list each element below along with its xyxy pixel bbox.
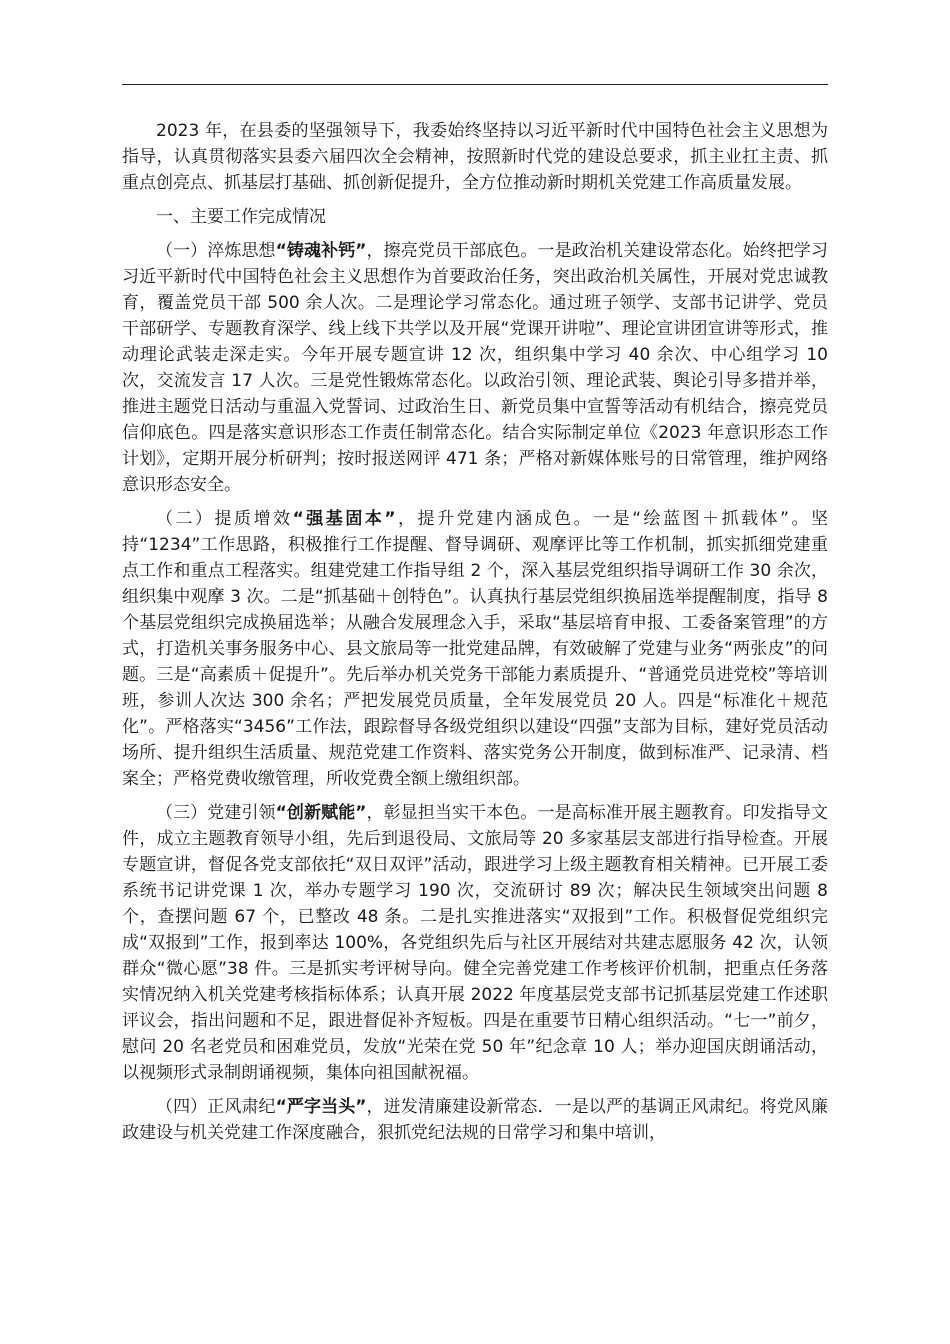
item-body: ，迸发清廉建设新常态．一是以严的基调正风肃纪。将党风廉政建设与机关党建工作深度融合，狠抓党纪法规的日常学习和集中培训， xyxy=(122,1097,828,1143)
item-emphasis: “严字当头” xyxy=(275,1097,367,1117)
item-prefix: （三）党建引领 xyxy=(156,803,276,823)
item-prefix: （二）提质增效 xyxy=(156,509,293,529)
item-prefix: （四）正风肃纪 xyxy=(156,1097,276,1117)
item-body: ，彰显担当实干本色。一是高标准开展主题教育。印发指导文件，成立主题教育领导小组，先后到退役局、文旅局等 20 多家基层支部进行指导检查。开展专题宣讲，督促各党支部依托“双日双评”活动，跟进学习上级主题教育相关精神。已开展工委系统书记讲党课 1 次，举办专题学习 190 次，交流研讨 89 次；解决民生领域突出问题 8 个，查摆问题 67 个，已整改 48 条。二是扎实推进落实“双报到”工作。积极督促党组织完成“双报到”工作，报到率达 100%，各党组织先后与社区开展结对共建志愿服务 42 次，认领群众“微心愿”38 件。三是抓实考评树导向。健全完善党建工作考核评价机制，把重点任务落实情况纳入机关党建考核指标体系；认真开展 2022 年度基层党支部书记抓基层党建工作述职评议会，指出问题和不足，跟进督促补齐短板。四是在重要节日精心组织活动。“七一”前夕，慰问 20 名老党员和困难党员，发放“光荣在党 50 年”纪念章 10 人；举办迎国庆朗诵活动，以视频形式录制朗诵视频，集体向祖国献祝福。 xyxy=(122,803,828,1083)
document-body xyxy=(122,118,828,1154)
item-paragraph-1 xyxy=(122,238,828,498)
item-body: ，擦亮党员干部底色。一是政治机关建设常态化。始终把学习习近平新时代中国特色社会主义思想作为首要政治任务，突出政治机关属性，开展对党忠诚教育，覆盖党员干部 500 余人次。二是理论学习常态化。通过班子领学、支部书记讲学、党员干部研学、专题教育深学、线上线下共学以及开展“党课开讲啦”、理论宣讲团宣讲等形式，推动理论武装走深走实。今年开展专题宣讲 12 次，组织集中学习 40 余次、中心组学习 10 次，交流发言 17 人次。三是党性锻炼常态化。以政治引领、理论武装、舆论引导多措并举，推进主题党日活动与重温入党誓词、过政治生日、新党员集中宣誓等活动有机结合，擦亮党员信仰底色。四是落实意识形态工作责任制常态化。结合实际制定单位《2023 年意识形态工作计划》，定期开展分析研判；按时报送网评 471 条；严格对新媒体账号的日常管理，维护网络意识形态安全。 xyxy=(122,241,828,495)
item-emphasis: “铸魂补钙” xyxy=(275,241,367,261)
item-paragraph-3 xyxy=(122,800,828,1086)
item-prefix: （一）淬炼思想 xyxy=(156,241,276,261)
header-rule xyxy=(122,84,828,85)
item-emphasis: “强基固本” xyxy=(292,509,396,529)
intro-paragraph: 2023 年，在县委的坚强领导下，我委始终坚持以习近平新时代中国特色社会主义思想为指导，认真贯彻落实县委六届四次全会精神，按照新时代党的建设总要求，抓主业扛主责、抓重点创亮点、抓基层打基础、抓创新促提升，全方位推动新时期机关党建工作高质量发展。 xyxy=(122,121,828,193)
item-body: ，提升党建内涵成色。一是“绘蓝图＋抓载体”。坚持“1234”工作思路，积极推行工作提醒、督导调研、观摩评比等工作机制，抓实抓细党建重点工作和重点工程落实。组建党建工作指导组 2 个，深入基层党组织指导调研工作 30 余次，组织集中观摩 3 次。二是“抓基础＋创特色”。认真执行基层党组织换届选举提醒制度，指导 8 个基层党组织完成换届选举；从融合发展理念入手，采取“基层培育申报、工委备案管理”的方式，打造机关事务服务中心、县文旅局等一批党建品牌，有效破解了党建与业务“两张皮”的问题。三是“高素质＋促提升”。先后举办机关党务干部能力素质提升、“普通党员进党校”等培训班，参训人次达 300 余名；严把发展党员质量，全年发展党员 20 人。四是“标准化＋规范化”。严格落实“3456”工作法，跟踪督导各级党组织以建设“四强”支部为目标，建好党员活动场所、提升组织生活质量、规范党建工作资料、落实党务公开制度，做到标准严、记录清、档案全；严格党费收缴管理，所收党费全额上缴组织部。 xyxy=(122,509,828,789)
section-heading: 一、主要工作完成情况 xyxy=(156,207,326,227)
item-paragraph-4 xyxy=(122,1094,828,1146)
item-emphasis: “创新赋能” xyxy=(275,803,367,823)
item-paragraph-2 xyxy=(122,506,828,792)
